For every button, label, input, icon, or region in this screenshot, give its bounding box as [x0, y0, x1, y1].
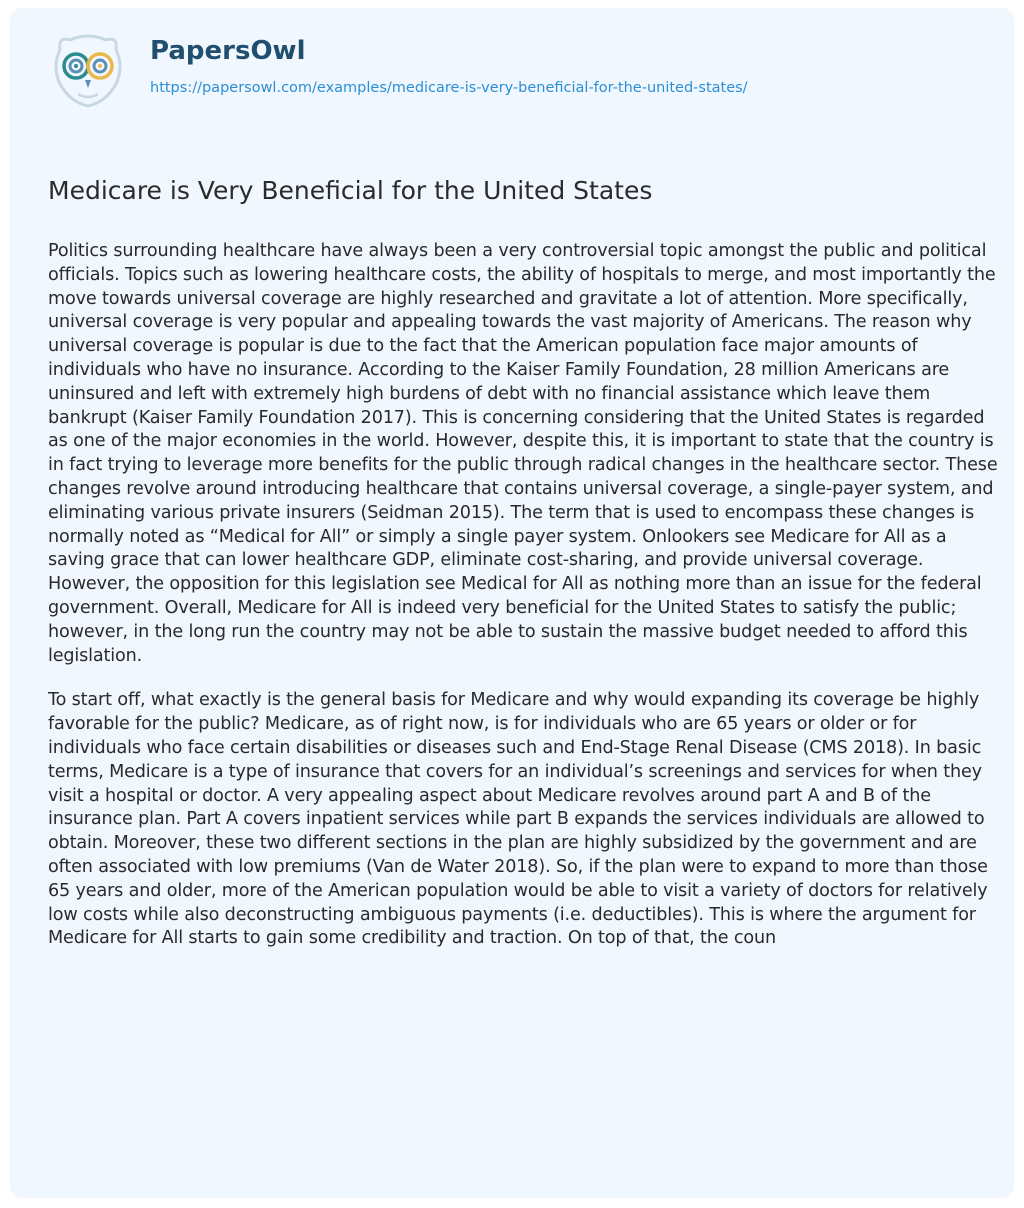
article-body: [48, 240, 998, 972]
brand: [150, 34, 748, 98]
brand-name[interactable]: PapersOwl: [150, 36, 306, 66]
article-paragraph: Politics surrounding healthcare have always been a very controversial topic amongst the public and political officials. Topics such as lowering healthcare costs, the ability of hospitals to merge, and most importantly the move towards universal coverage are highly researched and gravitate a lot of attention. More specifically, universal coverage is very popular and appealing towards the vast majority of Americans. The reason why universal coverage is popular is due to the fact that the American population face major amounts of individuals who have no insurance. According to the Kaiser Family Foundation, 28 million Americans are uninsured and left with extremely high burdens of debt with no financial assistance which leave them bankrupt (Kaiser Family Foundation 2017). This is concerning considering that the United States is regarded as one of the major economies in the world. However, despite this, it is important to state that the country is in fact trying to leverage more benefits for the public through radical changes in the healthcare sector. These changes revolve around introducing healthcare that contains universal coverage, a single-payer system, and eliminating various private insurers (Seidman 2015). The term that is used to encompass these changes is normally noted as “Medical for All” or simply a single payer system. Onlookers see Medicare for All as a saving grace that can lower healthcare GDP, eliminate cost-sharing, and provide universal coverage. However, the opposition for this legislation see Medical for All as nothing more than an issue for the federal government. Overall, Medicare for All is indeed very beneficial for the United States to satisfy the public; however, in the long run the country may not be able to sustain the massive budget needed to afford this legislation.: [48, 241, 998, 666]
article-paragraph: To start off, what exactly is the general basis for Medicare and why would expanding its coverage be highly favorable for the public? Medicare, as of right now, is for individuals who are 65 years or older or for individuals who face certain disabilities or diseases such and End-Stage Renal Disease (CMS 2018). In basic terms, Medicare is a type of insurance that covers for an individual’s screenings and services for when they visit a hospital or doctor. A very appealing aspect about Medicare revolves around part A and B of the insurance plan. Part A covers inpatient services while part B expands the services individuals are allowed to obtain. Moreover, these two different sections in the plan are highly subsidized by the government and are often associated with low premiums (Van de Water 2018). So, if the plan were to expand to more than those 65 years and older, more of the American population would be able to visit a variety of doctors for relatively low costs while also deconstructing ambiguous payments (i.e. deductibles). This is where the argument for Medicare for All starts to gain some credibility and traction. On top of that, the coun: [48, 690, 988, 949]
source-url-link[interactable]: https://papersowl.com/examples/medicare-is-very-beneficial-for-the-united-states/: [150, 80, 748, 96]
document-card: [10, 8, 1014, 1198]
article-title: Medicare is Very Beneficial for the United States: [48, 176, 653, 205]
owl-logo-icon: [48, 28, 128, 108]
header: [48, 28, 748, 108]
